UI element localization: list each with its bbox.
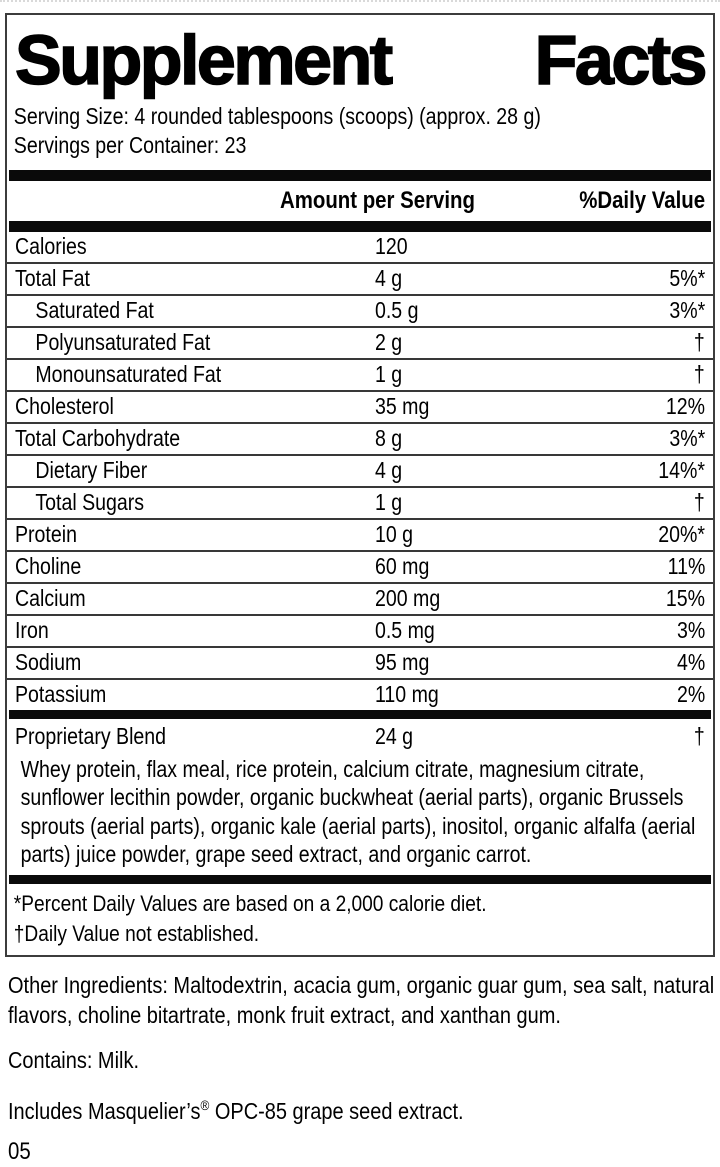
nutrient-name: Total Sugars: [35, 489, 145, 515]
nutrient-amount: 35 mg: [375, 393, 430, 419]
nutrient-amount: 4 g: [375, 457, 403, 483]
nutrient-name: Potassium: [15, 681, 107, 707]
nutrient-daily-value: 12%: [665, 393, 705, 419]
nutrient-amount: 10 g: [375, 521, 414, 547]
includes-suffix: OPC-85 grape seed extract.: [209, 1097, 464, 1124]
proprietary-blend-amount: 24 g: [375, 723, 414, 749]
column-header-row: [7, 181, 713, 221]
nutrient-amount: 110 mg: [375, 681, 439, 707]
proprietary-blend-row: [7, 721, 713, 753]
supplement-facts-panel: [5, 13, 715, 957]
nutrient-name: Polyunsaturated Fat: [35, 329, 211, 355]
title-word-facts: Facts: [534, 21, 705, 99]
nutrient-amount: 1 g: [375, 361, 403, 387]
nutrient-amount: 8 g: [375, 425, 403, 451]
nutrient-daily-value: 3%*: [669, 425, 705, 451]
proprietary-blend-daily-value: †: [694, 723, 705, 749]
nutrient-daily-value: 11%: [667, 553, 705, 579]
proprietary-blend-ingredients: Whey protein, flax meal, rice protein, calcium citrate, magnesium citrate, sunflower lecithin powder, organic buckwheat (aerial parts), organic Brussels sprouts (aerial parts), organic kale (aerial parts), inositol, organic alfalfa (aerial parts) juice powder, grape seed extract, and organic carrot.: [20, 755, 696, 867]
nutrient-name: Total Fat: [15, 265, 90, 291]
nutrient-row: [7, 328, 713, 360]
divider-bar-blend: [9, 710, 711, 719]
daily-value-header: %Daily Value: [579, 186, 705, 214]
panel-title: [7, 15, 713, 98]
includes-statement: [8, 1090, 712, 1126]
nutrient-name: Monounsaturated Fat: [35, 361, 222, 387]
proprietary-blend-label: Proprietary Blend: [15, 723, 167, 749]
nutrient-name: Calcium: [15, 585, 86, 611]
nutrient-row: [7, 584, 713, 616]
nutrient-daily-value: 3%: [676, 617, 705, 643]
nutrient-row: [7, 680, 713, 710]
nutrient-name: Cholesterol: [15, 393, 114, 419]
nutrient-daily-value: †: [694, 489, 705, 515]
nutrient-name: Dietary Fiber: [35, 457, 148, 483]
nutrient-daily-value: 3%*: [669, 297, 705, 323]
includes-statement-inner: [8, 1090, 464, 1126]
nutrient-row: [7, 488, 713, 520]
nutrient-row: [7, 360, 713, 392]
footnote-percent-daily-values: *Percent Daily Values are based on a 2,000 calorie diet.: [13, 890, 487, 916]
nutrient-amount: 200 mg: [375, 585, 441, 611]
nutrient-amount: 0.5 g: [375, 297, 419, 323]
nutrient-amount: 0.5 mg: [375, 617, 435, 643]
includes-prefix: Includes Masquelier’s: [8, 1097, 201, 1124]
nutrient-name: Choline: [15, 553, 82, 579]
nutrient-daily-value: 5%*: [669, 265, 705, 291]
divider-bar-header: [9, 221, 711, 232]
nutrient-row: [7, 616, 713, 648]
other-ingredients-text: Other Ingredients: Maltodextrin, acacia gum, organic guar gum, sea salt, natural flavors, choline bitartrate, monk fruit extract, and xanthan gum.: [8, 971, 715, 1028]
nutrient-name: Protein: [15, 521, 77, 547]
nutrient-row: [7, 456, 713, 488]
servings-per-container-text: Servings per Container: 23: [13, 131, 247, 158]
registered-trademark-symbol: ®: [200, 1096, 210, 1113]
nutrient-amount: 2 g: [375, 329, 403, 355]
nutrient-daily-value: 20%*: [658, 521, 705, 547]
serving-size-text: Serving Size: 4 rounded tablespoons (scoops) (approx. 28 g): [13, 102, 541, 129]
product-code: 05: [8, 1138, 31, 1166]
nutrient-daily-value: †: [694, 361, 705, 387]
divider-bar-top: [9, 170, 711, 181]
nutrient-amount: 120: [375, 233, 408, 259]
divider-bar-footnotes: [9, 875, 711, 884]
nutrient-row: [7, 648, 713, 680]
nutrient-name: Calories: [15, 233, 87, 259]
nutrient-name: Total Carbohydrate: [15, 425, 181, 451]
nutrient-row: [7, 520, 713, 552]
nutrient-row: [7, 296, 713, 328]
nutrient-name: Saturated Fat: [35, 297, 154, 323]
nutrient-table: [7, 232, 713, 710]
nutrient-row: [7, 552, 713, 584]
title-word-supplement: Supplement: [15, 21, 391, 99]
nutrient-amount: 4 g: [375, 265, 403, 291]
amount-per-serving-header: Amount per Serving: [279, 186, 475, 214]
nutrient-row: [7, 264, 713, 296]
nutrient-name: Sodium: [15, 649, 82, 675]
nutrient-daily-value: 2%: [676, 681, 705, 707]
contains-statement: Contains: Milk.: [8, 1046, 139, 1073]
nutrient-daily-value: 4%: [676, 649, 705, 675]
nutrient-amount: 1 g: [375, 489, 403, 515]
footnote-daily-value-not-established: †Daily Value not established.: [13, 920, 260, 946]
nutrient-amount: 60 mg: [375, 553, 430, 579]
nutrient-amount: 95 mg: [375, 649, 430, 675]
nutrient-daily-value: 15%: [665, 585, 705, 611]
nutrient-daily-value: 14%*: [658, 457, 705, 483]
nutrient-daily-value: †: [694, 329, 705, 355]
nutrient-row: [7, 392, 713, 424]
nutrient-name: Iron: [15, 617, 49, 643]
nutrient-row: [7, 232, 713, 264]
nutrient-row: [7, 424, 713, 456]
